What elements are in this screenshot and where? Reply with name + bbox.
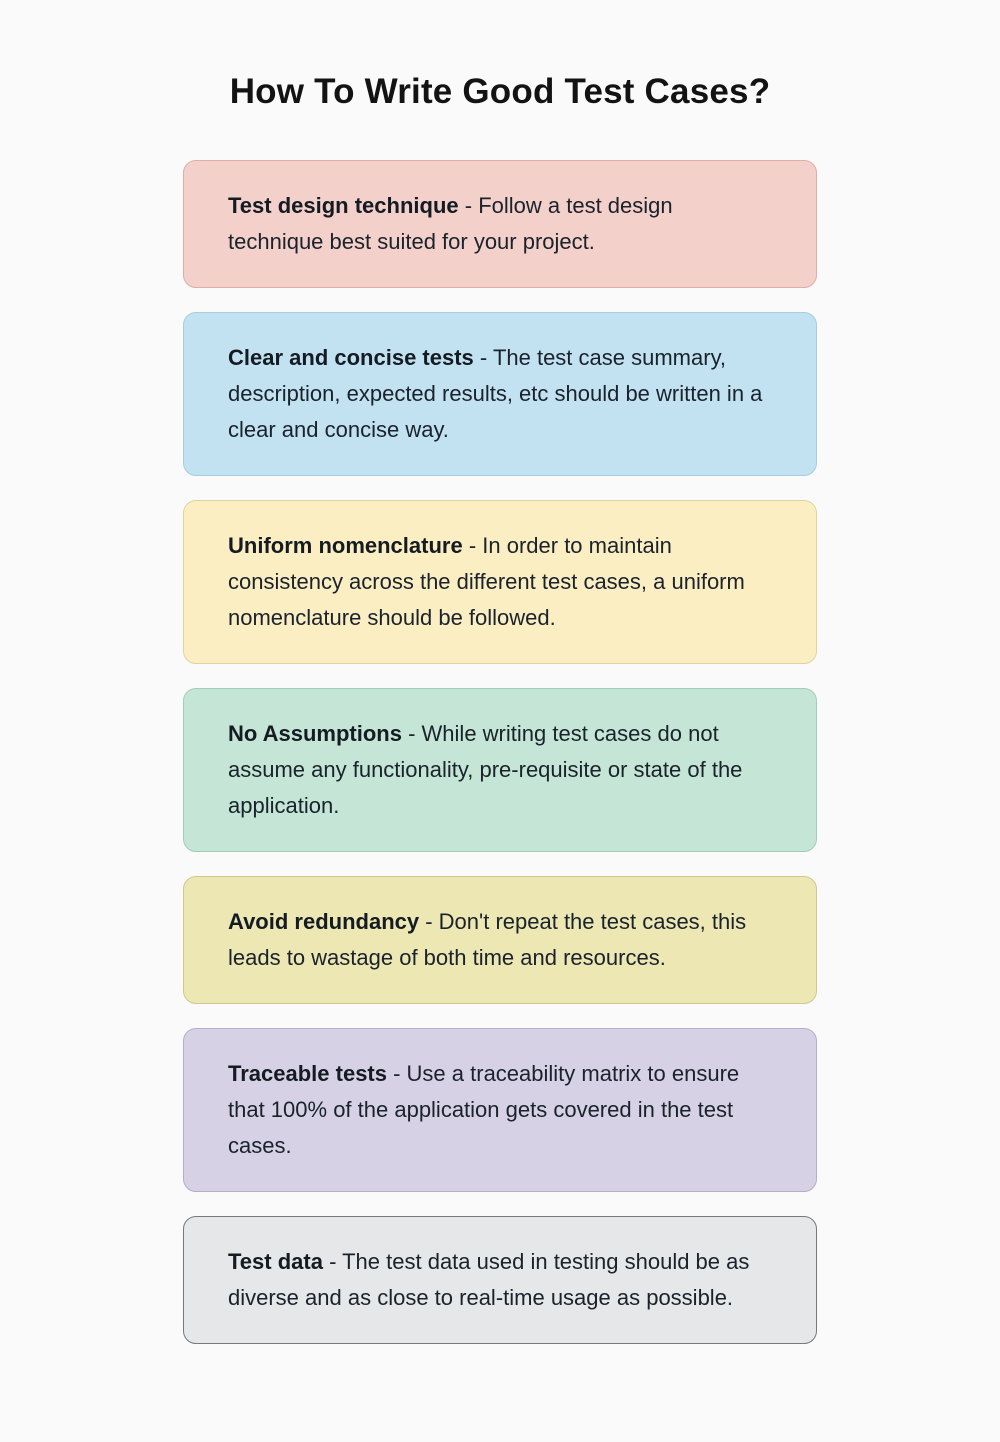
card-description: Don't repeat the test cases, this leads to wastage of both time and resources. (228, 909, 747, 970)
card-uniform-nomenclature (183, 500, 817, 664)
card-title: No Assumptions (228, 721, 402, 746)
card-title: Test data (228, 1249, 323, 1274)
card-title: Traceable tests (228, 1061, 387, 1086)
page-title: How To Write Good Test Cases? (229, 72, 771, 111)
card-description: Use a traceability matrix to ensure that 100% of the application gets covered in the test cases. (228, 1061, 740, 1158)
card-separator: - (386, 1061, 407, 1086)
card-test-design-technique (183, 160, 817, 288)
card-title: Test design technique (228, 193, 459, 218)
card-description: In order to maintain consistency across the different test cases, a uniform nomenclature should be followed. (228, 533, 745, 630)
card-description: The test data used in testing should be as diverse and as close to real-time usage as possible. (228, 1249, 750, 1310)
card-list (183, 160, 817, 1344)
card-avoid-redundancy (183, 876, 817, 1004)
card-description: While writing test cases do not assume any functionality, pre-requisite or state of the application. (228, 721, 743, 818)
card-separator: - (458, 193, 479, 218)
card-separator: - (462, 533, 483, 558)
card-description: The test case summary, description, expected results, etc should be written in a clear and concise way. (228, 345, 763, 442)
card-separator: - (473, 345, 493, 370)
card-no-assumptions (183, 688, 817, 852)
card-separator: - (401, 721, 422, 746)
card-title: Clear and concise tests (228, 345, 474, 370)
card-title: Avoid redundancy (228, 909, 420, 934)
card-separator: - (322, 1249, 343, 1274)
card-clear-and-concise-tests (183, 312, 817, 476)
card-traceable-tests (183, 1028, 817, 1192)
card-title: Uniform nomenclature (228, 533, 463, 558)
card-description: Follow a test design technique best suited for your project. (228, 193, 673, 254)
card-separator: - (419, 909, 439, 934)
card-test-data (183, 1216, 817, 1344)
